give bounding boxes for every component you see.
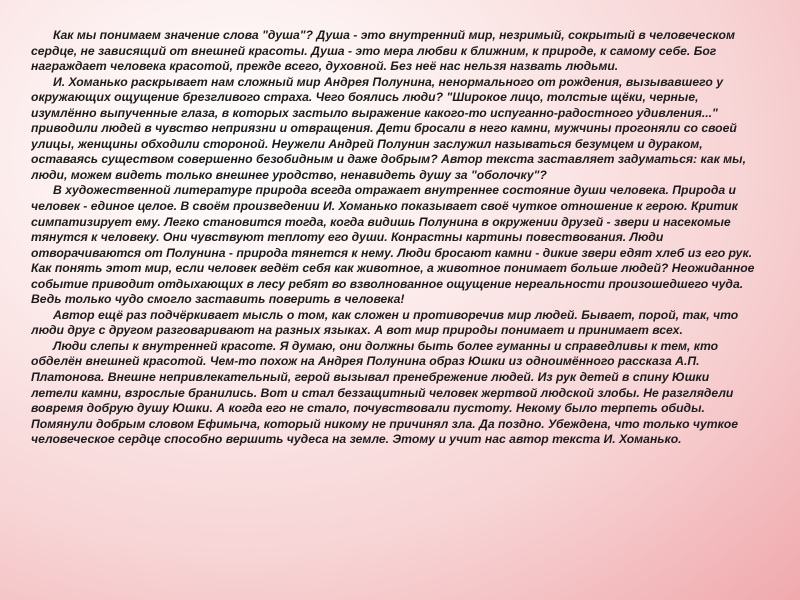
paragraph-4: Автор ещё раз подчёркивает мысль о том, как сложен и противоречив мир людей. Бывает, порой, так, что люди друг с другом разговаривают на разных языках. А вот мир природы понимает и принимает всех. [31,307,739,338]
paragraph-3: В художественной литературе природа всегда отражает внутреннее состояние души человека. Природа и человек - единое целое. В своём произведении И. Хоманько показывает своё чуткое отношение к герою. Критик симпатизирует ему. Легко становится тогда, когда видишь Полунина в окружении друзей - звери и насекомые тянутся к человеку. Они чувствуют теплоту его души. Конрастны картины повествования. Люди отворачиваются от Полунина - природа тянется к нему. Люди бросают камни - дикие звери едят хлеб из его рук. Как понять этот мир, если человек ведёт себя как животное, а животное понимает больше людей? Неожиданное событие приводит отдыхающих в лесу ребят во взволнованное ощущение нереальности произошедшего чуда. Ведь только чудо смогло заставить поверить в человека! [31,183,755,307]
paragraph-5: Люди слепы к внутренней красоте. Я думаю, они должны быть более гуманны и справедливы к тем, кто обделён внешней красотой. Чем-то похож на Андрея Полунина образ Юшки из одноимённого рассказа А.П. Платонова. Внешне непривлекательный, герой вызывал пренебрежение людей. Из рук детей в спину Юшки летели камни, взрослые бранились. Вот и стал беззащитный человек жертвой людской злобы. Не разглядели вовремя добрую душу Юшки. А когда его не стало, почувствовали пустоту. Некому было терпеть обиды. Помянули добрым словом Ефимыча, который никому не причинял зла. Да поздно. Убеждена, что только чуткое человеческое сердце способно вершить чудеса на земле. Этому и учит нас автор текста И. Хоманько. [31,338,739,447]
essay-text [31,28,757,573]
paragraph-1: Как мы понимаем значение слова "душа"? Душа - это внутренний мир, незримый, сокрытый в человеческом сердце, не зависящий от внешней красоты. Душа - это мера любви к ближним, к природе, к самому себе. Бог награждает человека красотой, прежде всего, духовной. Без неё нас нельзя назвать людьми. [31,28,736,74]
paragraph-2: И. Хоманько раскрывает нам сложный мир Андрея Полунина, ненормального от рождения, вызывавшего у окружающих ощущение брезгливого страха. Чего боялись люди? "Широкое лицо, толстые щёки, черные, изумлённо выпученные глаза, в которых застыло выражение какого-то испуганно-радостного удивления..." приводили людей в чувство неприязни и отвращения. Дети бросали в него камни, мужчины прогоняли со своей улицы, женщины обходили стороной. Неужели Андрей Полунин заслужил называться безумцем и дураком, оставаясь существом совершенно безобидным и даже добрым? Автор текста заставляет задуматься: как мы, люди, можем видеть только внешнее уродство, ненавидеть душу за "оболочку"? [31,74,746,182]
